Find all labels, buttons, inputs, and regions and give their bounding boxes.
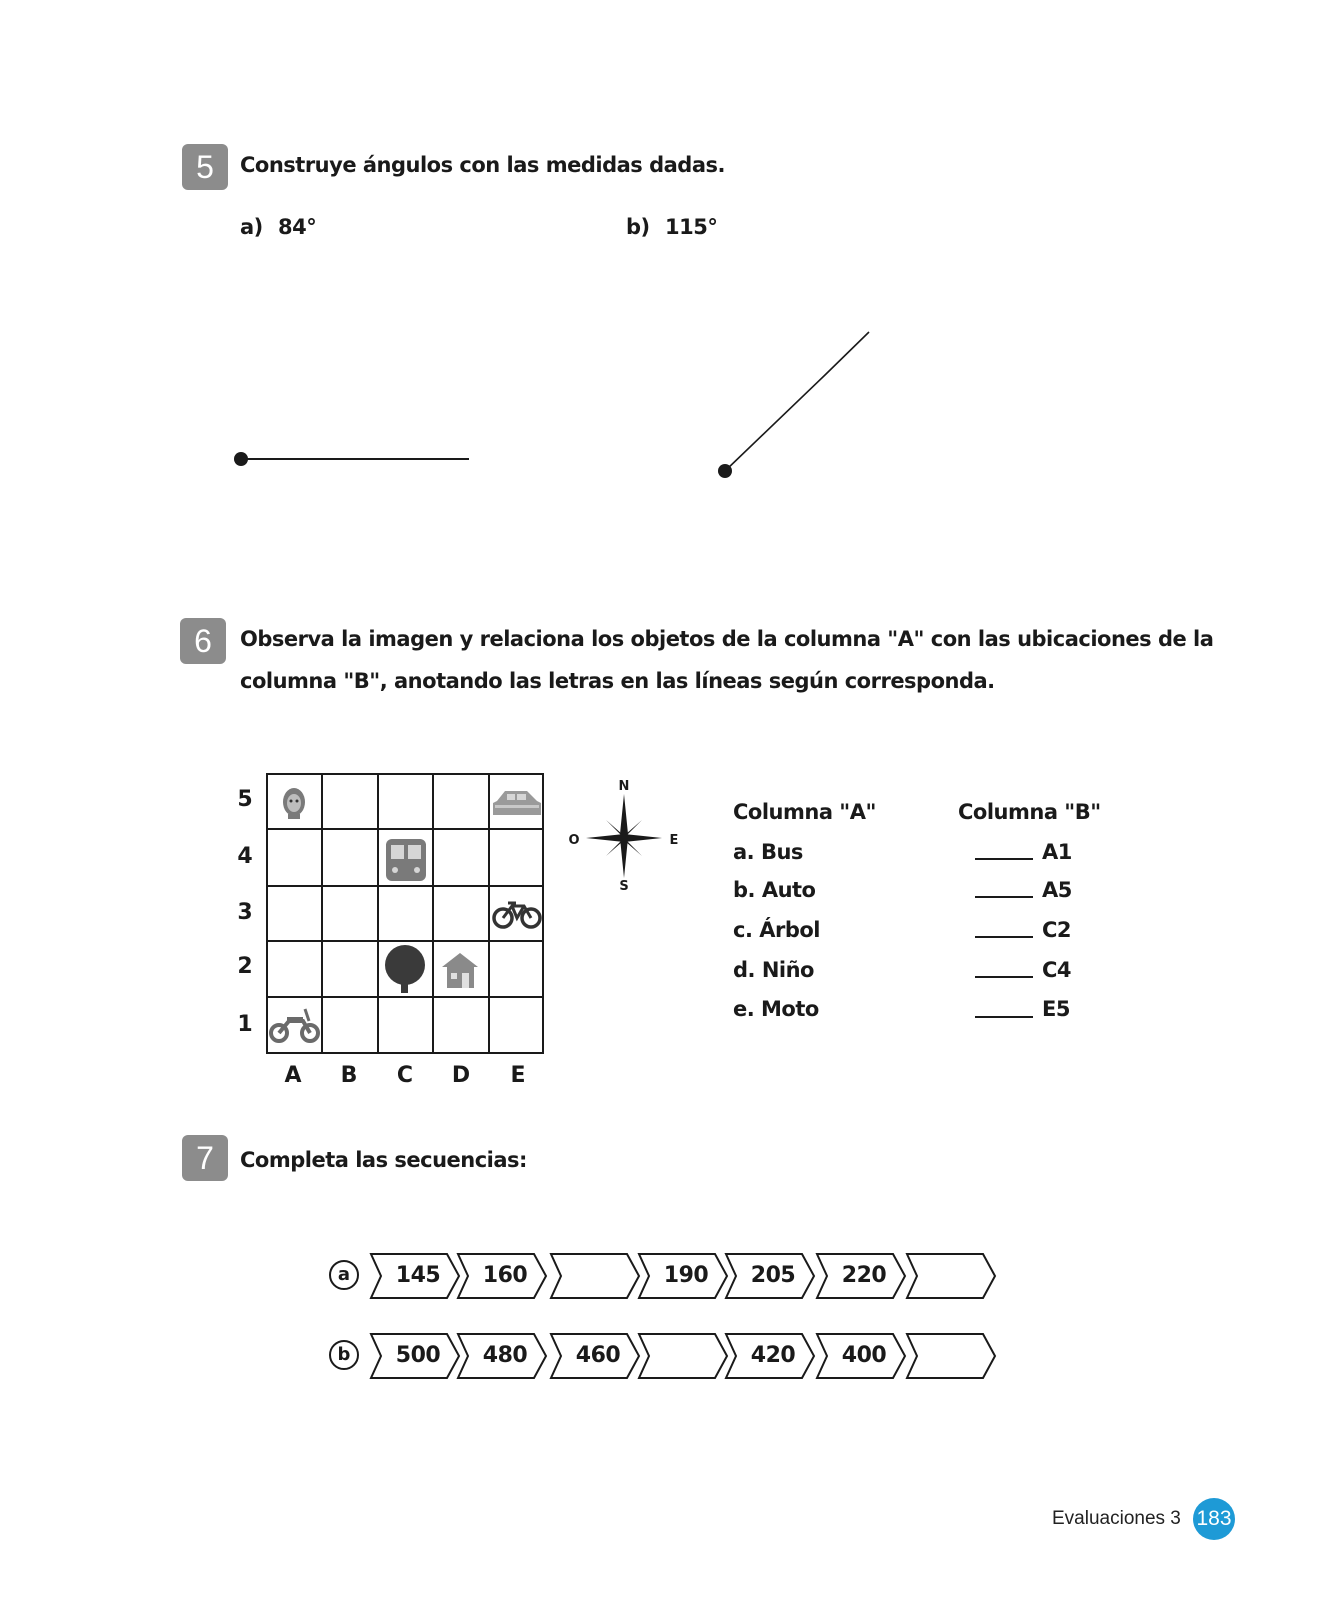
col-label-B: B xyxy=(340,1063,358,1088)
col-label-E: E xyxy=(510,1063,526,1088)
sequence-value-box xyxy=(369,1252,461,1300)
compass-e: E xyxy=(669,833,679,848)
car-icon xyxy=(493,791,541,815)
answer-blank[interactable] xyxy=(975,976,1033,978)
sequence-value: 460 xyxy=(575,1343,621,1368)
sequence-blank-box[interactable] xyxy=(549,1252,641,1300)
sequence-b-label: b xyxy=(329,1340,359,1370)
page-number-badge: 183 xyxy=(1193,1498,1235,1540)
sequence-value: 420 xyxy=(750,1343,796,1368)
bicycle-icon xyxy=(494,903,540,927)
angle-b-label: b) xyxy=(626,215,650,239)
col-label-D: D xyxy=(451,1063,471,1088)
child-icon xyxy=(283,788,305,819)
sequence-value: 500 xyxy=(395,1343,441,1368)
question-6-prompt-line1: Observa la imagen y relaciona los objetos de la columna "A" con las ubicaciones de la xyxy=(240,627,1214,651)
sequence-value-box xyxy=(456,1252,548,1300)
column-a-item: d. Niño xyxy=(733,958,814,982)
angle-b-value: 115° xyxy=(665,215,718,239)
coordinate-grid xyxy=(266,773,546,1055)
sequence-blank-box[interactable] xyxy=(905,1332,997,1380)
question-6-number: 6 xyxy=(180,618,226,664)
question-5-number: 5 xyxy=(182,144,228,190)
house-icon xyxy=(442,953,478,988)
column-b-item: C4 xyxy=(1042,958,1072,982)
angle-b-ray xyxy=(718,332,869,478)
sequence-value-box xyxy=(637,1252,729,1300)
row-label-1: 1 xyxy=(237,1012,253,1037)
sequence-value: 480 xyxy=(482,1343,528,1368)
motorcycle-icon xyxy=(271,1009,318,1041)
column-a-item: e. Moto xyxy=(733,997,819,1021)
chevron-outline xyxy=(905,1332,997,1380)
sequence-a-label: a xyxy=(329,1260,359,1290)
sequence-value-box xyxy=(815,1332,907,1380)
sequence-value-box xyxy=(369,1332,461,1380)
sequence-value-box xyxy=(724,1252,816,1300)
compass-w: O xyxy=(568,833,580,848)
col-label-A: A xyxy=(284,1063,302,1088)
sequence-value: 400 xyxy=(841,1343,887,1368)
sequence-value: 190 xyxy=(663,1263,709,1288)
row-label-5: 5 xyxy=(237,787,253,812)
sequence-value-box xyxy=(724,1332,816,1380)
sequence-blank-box[interactable] xyxy=(905,1252,997,1300)
sequence-value-box xyxy=(456,1332,548,1380)
compass-rose xyxy=(566,776,684,896)
sequence-blank-box[interactable] xyxy=(637,1332,729,1380)
sequence-value: 160 xyxy=(482,1263,528,1288)
column-a-item: a. Bus xyxy=(733,840,803,864)
chevron-outline xyxy=(637,1332,729,1380)
sequence-value: 205 xyxy=(750,1263,796,1288)
angle-rays xyxy=(0,0,1339,560)
question-5-prompt: Construye ángulos con las medidas dadas. xyxy=(240,153,725,177)
sequence-value: 220 xyxy=(841,1263,887,1288)
answer-blank[interactable] xyxy=(975,858,1033,860)
column-b-item: C2 xyxy=(1042,918,1072,942)
sequence-value: 145 xyxy=(395,1263,441,1288)
compass-s: S xyxy=(619,879,629,894)
footer-section: Evaluaciones 3 xyxy=(1052,1508,1181,1529)
question-7-prompt: Completa las secuencias: xyxy=(240,1148,527,1172)
sequence-value-box xyxy=(815,1252,907,1300)
row-label-3: 3 xyxy=(237,900,253,925)
answer-blank[interactable] xyxy=(975,896,1033,898)
answer-blank[interactable] xyxy=(975,936,1033,938)
row-label-4: 4 xyxy=(237,844,253,869)
tree-icon xyxy=(385,945,425,993)
sequence-b xyxy=(337,1332,1007,1382)
col-label-C: C xyxy=(396,1063,414,1088)
sequence-value-box xyxy=(549,1332,641,1380)
bus-icon xyxy=(386,839,426,881)
column-b-item: A5 xyxy=(1042,878,1072,902)
compass-n: N xyxy=(618,779,630,794)
angle-a-label: a) xyxy=(240,215,263,239)
column-b-item: E5 xyxy=(1042,997,1070,1021)
chevron-outline xyxy=(549,1252,641,1300)
answer-blank[interactable] xyxy=(975,1016,1033,1018)
question-6-prompt-line2: columna "B", anotando las letras en las líneas según corresponda. xyxy=(240,669,995,693)
chevron-outline xyxy=(905,1252,997,1300)
column-a-item: b. Auto xyxy=(733,878,816,902)
row-label-2: 2 xyxy=(237,954,253,979)
sequence-a xyxy=(337,1252,1007,1302)
angle-a-value: 84° xyxy=(278,215,317,239)
column-a-item: c. Árbol xyxy=(733,918,821,942)
question-7-number: 7 xyxy=(182,1135,228,1181)
column-a-header: Columna "A" xyxy=(733,800,876,824)
column-b-header: Columna "B" xyxy=(958,800,1101,824)
column-b-item: A1 xyxy=(1042,840,1072,864)
angle-a-ray xyxy=(234,452,469,466)
